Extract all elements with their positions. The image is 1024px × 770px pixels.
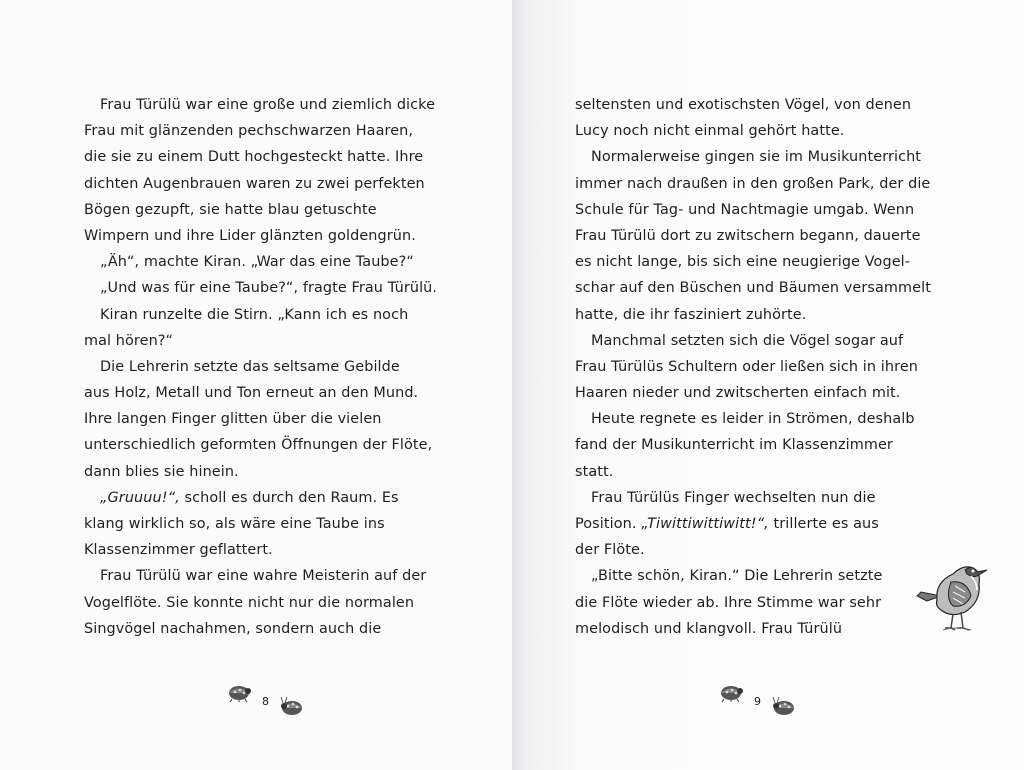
beetle-icon [718, 682, 744, 702]
line-text: fand der Musikunterricht im Klassenzimmer [575, 437, 893, 454]
italic-text: „Tiwittiwittiwitt!“, [641, 516, 769, 532]
text-line [575, 354, 945, 380]
text-line [575, 563, 945, 589]
text-line [84, 432, 456, 458]
line-text: „Und was für eine Taube?“, fragte Frau Türülü. [100, 280, 438, 297]
line-text: es nicht lange, bis sich eine neugierige Vogel- [575, 254, 911, 271]
line-text: Singvögel nachahmen, sondern auch die [84, 620, 382, 637]
text-line [84, 406, 456, 432]
line-text: Die Lehrerin setzte das seltsame Gebilde [100, 358, 400, 375]
text-line [84, 537, 456, 563]
line-text: aus Holz, Metall und Ton erneut an den Mund. [84, 385, 419, 402]
line-text: scholl es durch den Raum. Es [179, 489, 399, 506]
text-line [575, 537, 945, 563]
line-text: melodisch und klangvoll. Frau Türülü [575, 620, 843, 637]
line-text: trillerte es aus [768, 516, 879, 532]
line-text: Bögen gezupft, sie hatte blau getuschte [84, 201, 377, 218]
line-text: klang wirklich so, als wäre eine Taube ins [84, 516, 385, 532]
beetle-icon [771, 694, 797, 716]
line-text: Schule für Tag- und Nachtmagie umgab. Wenn [575, 201, 915, 218]
text-line [84, 144, 456, 170]
page-number: 8 [262, 695, 269, 708]
text-line [84, 485, 456, 511]
text-line [84, 223, 456, 249]
text-line [575, 249, 945, 275]
text-line [575, 511, 945, 537]
text-line [575, 275, 945, 301]
text-line [575, 406, 945, 432]
text-line [84, 563, 456, 589]
line-text: Kiran runzelte die Stirn. „Kann ich es noch [100, 306, 409, 323]
text-line [575, 118, 945, 144]
line-text: statt. [575, 463, 614, 480]
text-line [84, 171, 456, 197]
line-text: dichten Augenbrauen waren zu zwei perfekten [84, 175, 425, 192]
line-text: Klassenzimmer geflattert. [84, 542, 273, 559]
text-line [575, 328, 945, 354]
text-line [575, 171, 945, 197]
line-text: Lucy noch nicht einmal gehört hatte. [575, 123, 845, 140]
text-line [84, 118, 456, 144]
text-line [575, 616, 945, 642]
right-page-text [575, 92, 945, 642]
text-line [575, 223, 945, 249]
text-line [84, 92, 456, 118]
text-line [84, 275, 456, 301]
line-text: dann blies sie hinein. [84, 463, 239, 480]
line-text: unterschiedlich geformten Öffnungen der Flöte, [84, 437, 433, 454]
left-page-text [84, 92, 456, 642]
line-text: der Flöte. [575, 542, 645, 559]
text-line [575, 144, 945, 170]
text-line [84, 616, 456, 642]
text-line [575, 302, 945, 328]
text-line [84, 590, 456, 616]
text-line [84, 459, 456, 485]
line-text: schar auf den Büschen und Bäumen versammelt [575, 280, 931, 297]
line-text: seltensten und exotischsten Vögel, von denen [575, 97, 912, 113]
wren-bird-illustration [915, 556, 995, 636]
line-text: mal hören?“ [84, 332, 174, 349]
text-line [84, 511, 456, 537]
line-text: Frau Türülü war eine große und ziemlich dicke [100, 97, 436, 113]
line-text: die Flöte wieder ab. Ihre Stimme war sehr [575, 594, 882, 611]
line-text: Frau Türülü war eine wahre Meisterin auf der [100, 568, 427, 585]
line-text: Heute regnete es leider in Strömen, deshalb [591, 411, 915, 428]
left-page-footer [226, 680, 316, 720]
line-text: immer nach draußen in den großen Park, der die [575, 175, 931, 192]
beetle-icon [279, 694, 305, 716]
right-page [512, 0, 1024, 770]
line-text: die sie zu einem Dutt hochgesteckt hatte. Ihre [84, 149, 424, 166]
text-line [575, 485, 945, 511]
beetle-icon [226, 682, 252, 702]
right-page-footer [718, 680, 808, 720]
line-text: Frau Türülüs Schultern oder ließen sich in ihren [575, 358, 918, 375]
text-line [575, 380, 945, 406]
italic-text: „Gruuuu!“, [100, 489, 180, 506]
page-number: 9 [754, 695, 761, 708]
line-text: Frau mit glänzenden pechschwarzen Haaren, [84, 123, 414, 140]
text-line [84, 197, 456, 223]
line-text: „Bitte schön, Kiran.“ Die Lehrerin setzte [591, 568, 883, 585]
line-text: Vogelflöte. Sie konnte nicht nur die normalen [84, 594, 415, 611]
text-line [84, 380, 456, 406]
line-text: Frau Türülü dort zu zwitschern begann, dauerte [575, 227, 921, 244]
text-line [575, 197, 945, 223]
line-text: „Äh“, machte Kiran. „War das eine Taube?“ [100, 254, 414, 271]
text-line [575, 432, 945, 458]
line-text: Manchmal setzten sich die Vögel sogar auf [591, 332, 904, 349]
line-text: Normalerweise gingen sie im Musikunterricht [591, 149, 922, 166]
line-text: hatte, die ihr fasziniert zuhörte. [575, 306, 807, 323]
text-line [84, 354, 456, 380]
text-line [575, 459, 945, 485]
text-line [84, 302, 456, 328]
line-text: Position. [575, 516, 642, 532]
line-text: Wimpern und ihre Lider glänzten goldengrün. [84, 227, 416, 244]
line-text: Frau Türülüs Finger wechselten nun die [591, 489, 876, 506]
text-line [84, 328, 456, 354]
line-text: Haaren nieder und zwitscherten einfach mit. [575, 385, 901, 402]
text-line [575, 92, 945, 118]
text-line [84, 249, 456, 275]
text-line [575, 590, 945, 616]
line-text: Ihre langen Finger glitten über die vielen [84, 411, 382, 428]
